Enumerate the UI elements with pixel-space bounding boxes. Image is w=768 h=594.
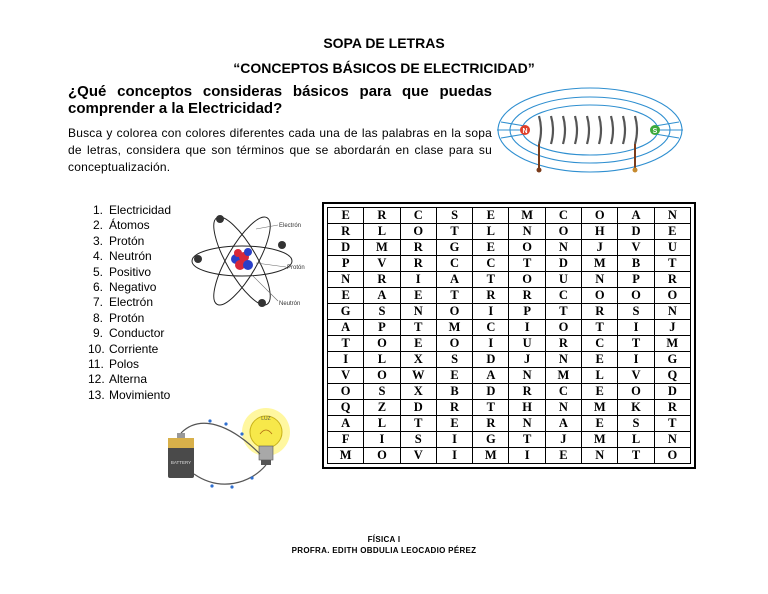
grid-letter-cell[interactable]: O (582, 288, 618, 304)
grid-letter-cell[interactable]: E (582, 352, 618, 368)
word-text: Electricidad (109, 203, 172, 217)
grid-letter-cell[interactable]: O (582, 208, 618, 224)
word-number: 12. (88, 372, 105, 387)
grid-letter-cell[interactable]: N (654, 304, 690, 320)
grid-letter-cell[interactable]: M (328, 448, 364, 464)
grid-letter-cell[interactable]: R (364, 272, 400, 288)
grid-letter-cell[interactable]: E (473, 208, 509, 224)
grid-letter-cell[interactable]: R (400, 256, 436, 272)
grid-letter-cell[interactable]: D (473, 384, 509, 400)
grid-letter-cell[interactable]: N (582, 272, 618, 288)
grid-letter-cell[interactable]: R (328, 224, 364, 240)
grid-letter-cell[interactable]: H (582, 224, 618, 240)
grid-letter-cell[interactable]: E (328, 208, 364, 224)
grid-letter-cell[interactable]: N (654, 432, 690, 448)
worksheet-subtitle: “CONCEPTOS BÁSICOS DE ELECTRICIDAD” (233, 60, 535, 76)
grid-letter-cell[interactable]: V (618, 368, 654, 384)
grid-letter-cell[interactable]: C (400, 208, 436, 224)
grid-letter-cell[interactable]: O (328, 384, 364, 400)
grid-letter-cell[interactable]: C (545, 208, 581, 224)
grid-letter-cell[interactable]: U (509, 336, 545, 352)
word-list-item (88, 342, 171, 357)
word-list-item (88, 234, 171, 249)
grid-letter-cell[interactable]: A (618, 208, 654, 224)
grid-letter-cell[interactable]: G (654, 352, 690, 368)
grid-letter-cell[interactable]: R (473, 416, 509, 432)
grid-letter-cell[interactable]: L (582, 368, 618, 384)
word-list (88, 203, 171, 403)
grid-letter-cell[interactable]: M (545, 368, 581, 384)
grid-letter-cell[interactable]: C (473, 256, 509, 272)
grid-letter-cell[interactable]: N (545, 240, 581, 256)
electron-dot (278, 241, 286, 249)
electron-label: Electrón (279, 223, 302, 229)
word-text: Electrón (109, 295, 154, 310)
grid-letter-cell[interactable]: T (509, 256, 545, 272)
grid-letter-cell[interactable]: N (545, 352, 581, 368)
grid-letter-cell[interactable]: R (545, 336, 581, 352)
grid-letter-cell[interactable]: E (436, 416, 472, 432)
word-list-item (88, 218, 171, 233)
grid-letter-cell[interactable]: X (400, 352, 436, 368)
grid-letter-cell[interactable]: I (400, 272, 436, 288)
grid-letter-cell[interactable]: E (400, 336, 436, 352)
grid-letter-cell[interactable]: K (618, 400, 654, 416)
grid-letter-cell[interactable]: I (328, 352, 364, 368)
grid-letter-cell[interactable]: P (328, 256, 364, 272)
grid-letter-cell[interactable]: M (582, 400, 618, 416)
word-text: Alterna (109, 372, 148, 387)
grid-letter-cell[interactable]: C (545, 384, 581, 400)
word-list-item (88, 295, 171, 310)
teacher-name: PROFRA. EDITH OBDULIA LEOCADIO PÉREZ (291, 546, 477, 555)
grid-letter-cell[interactable]: T (618, 448, 654, 464)
grid-letter-cell[interactable]: M (509, 208, 545, 224)
grid-letter-cell[interactable]: I (436, 448, 472, 464)
grid-letter-cell[interactable]: O (436, 336, 472, 352)
grid-letter-cell[interactable]: A (364, 288, 400, 304)
grid-row (328, 384, 691, 400)
question-text: ¿Qué conceptos consideras básicos para que puedas comprender a la Electricidad? (68, 83, 492, 117)
grid-letter-cell[interactable]: S (436, 352, 472, 368)
grid-letter-cell[interactable]: N (509, 368, 545, 384)
word-number: 7. (92, 295, 103, 310)
letter-grid-table (327, 207, 691, 464)
word-text: Movimiento (109, 387, 171, 402)
grid-letter-cell[interactable]: O (654, 448, 690, 464)
grid-row (328, 320, 691, 336)
electron-dot (216, 215, 224, 223)
grid-letter-cell[interactable]: R (473, 288, 509, 304)
grid-letter-cell[interactable]: R (509, 288, 545, 304)
grid-letter-cell[interactable]: S (364, 304, 400, 320)
grid-letter-cell[interactable]: N (545, 400, 581, 416)
grid-letter-cell[interactable]: G (436, 240, 472, 256)
grid-row (328, 336, 691, 352)
battery-label: BATTERY (170, 460, 192, 465)
grid-letter-cell[interactable]: U (654, 240, 690, 256)
grid-row (328, 352, 691, 368)
grid-letter-cell[interactable]: N (328, 272, 364, 288)
grid-letter-cell[interactable]: D (400, 400, 436, 416)
grid-letter-cell[interactable]: M (436, 320, 472, 336)
grid-letter-cell[interactable]: V (400, 448, 436, 464)
word-number: 11. (88, 357, 104, 372)
grid-letter-cell[interactable]: E (582, 416, 618, 432)
word-number: 13. (88, 387, 105, 402)
word-number: 9. (92, 326, 103, 341)
grid-row (328, 240, 691, 256)
atom-diagram-image (190, 207, 310, 315)
grid-letter-cell[interactable]: I (436, 432, 472, 448)
grid-letter-cell[interactable]: O (618, 384, 654, 400)
grid-letter-cell[interactable]: G (328, 304, 364, 320)
word-number: 1. (92, 203, 103, 217)
word-list-item (88, 280, 171, 295)
grid-letter-cell[interactable]: M (582, 432, 618, 448)
grid-row (328, 448, 691, 464)
grid-letter-cell[interactable]: A (328, 416, 364, 432)
grid-letter-cell[interactable]: B (436, 384, 472, 400)
electron-dot (194, 255, 202, 263)
grid-letter-cell[interactable]: N (509, 416, 545, 432)
word-number: 6. (92, 280, 103, 295)
grid-letter-cell[interactable]: O (509, 272, 545, 288)
south-pole-label: S (652, 128, 658, 135)
word-list-item (88, 203, 171, 218)
grid-letter-cell[interactable]: S (400, 432, 436, 448)
word-list-item (88, 326, 171, 341)
grid-letter-cell[interactable]: L (364, 416, 400, 432)
grid-letter-cell[interactable]: W (400, 368, 436, 384)
grid-row (328, 208, 691, 224)
negative-terminal (537, 168, 542, 173)
grid-letter-cell[interactable]: I (618, 320, 654, 336)
grid-letter-cell[interactable]: T (654, 416, 690, 432)
grid-letter-cell[interactable]: I (618, 352, 654, 368)
grid-row (328, 304, 691, 320)
grid-letter-cell[interactable]: D (654, 384, 690, 400)
grid-letter-cell[interactable]: D (473, 352, 509, 368)
grid-letter-cell[interactable]: R (582, 304, 618, 320)
word-number: 8. (92, 310, 103, 325)
grid-letter-cell[interactable]: O (654, 288, 690, 304)
word-text: Conductor (109, 326, 165, 341)
grid-letter-cell[interactable]: L (473, 224, 509, 240)
grid-row (328, 400, 691, 416)
grid-letter-cell[interactable]: M (364, 240, 400, 256)
grid-letter-cell[interactable]: E (582, 384, 618, 400)
word-list-item (88, 265, 171, 280)
grid-letter-cell[interactable]: C (473, 320, 509, 336)
grid-letter-cell[interactable]: I (473, 304, 509, 320)
grid-letter-cell[interactable]: F (328, 432, 364, 448)
word-search-grid (322, 202, 696, 469)
grid-letter-cell[interactable]: C (436, 256, 472, 272)
grid-letter-cell[interactable]: E (545, 448, 581, 464)
grid-letter-cell[interactable]: O (364, 448, 400, 464)
grid-letter-cell[interactable]: Z (364, 400, 400, 416)
grid-letter-cell[interactable]: L (618, 432, 654, 448)
grid-letter-cell[interactable]: R (436, 400, 472, 416)
grid-letter-cell[interactable]: C (545, 288, 581, 304)
word-text: Protón (109, 310, 145, 325)
grid-letter-cell[interactable]: A (545, 416, 581, 432)
grid-letter-cell[interactable]: T (473, 272, 509, 288)
grid-letter-cell[interactable]: D (618, 224, 654, 240)
grid-letter-cell[interactable]: D (328, 240, 364, 256)
grid-letter-cell[interactable]: M (654, 336, 690, 352)
grid-letter-cell[interactable]: V (328, 368, 364, 384)
grid-letter-cell[interactable]: I (509, 320, 545, 336)
grid-letter-cell[interactable]: T (654, 256, 690, 272)
grid-letter-cell[interactable]: V (364, 256, 400, 272)
grid-letter-cell[interactable]: O (364, 368, 400, 384)
grid-letter-cell[interactable]: O (618, 288, 654, 304)
word-text: Protón (109, 233, 145, 248)
word-text: Negativo (109, 280, 157, 295)
word-text: Positivo (109, 264, 152, 279)
grid-letter-cell[interactable]: O (400, 224, 436, 240)
grid-letter-cell[interactable]: T (473, 400, 509, 416)
grid-letter-cell[interactable]: S (618, 304, 654, 320)
grid-letter-cell[interactable]: N (400, 304, 436, 320)
course-label: FÍSICA I (367, 535, 401, 544)
grid-letter-cell[interactable]: P (618, 272, 654, 288)
instructions-text: Busca y colorea con colores diferentes cada una de las palabras en la sopa de letras, considera que son términos que se abordarán en clase para su conceptualización. (68, 126, 492, 174)
grid-letter-cell[interactable]: G (473, 432, 509, 448)
grid-letter-cell[interactable]: U (545, 272, 581, 288)
grid-row (328, 288, 691, 304)
grid-letter-cell[interactable]: Q (328, 400, 364, 416)
grid-letter-cell[interactable]: A (436, 272, 472, 288)
word-list-item (88, 311, 171, 326)
grid-letter-cell[interactable]: M (473, 448, 509, 464)
grid-letter-cell[interactable]: T (328, 336, 364, 352)
grid-letter-cell[interactable]: S (618, 416, 654, 432)
grid-letter-cell[interactable]: T (582, 320, 618, 336)
battery-bulb-circuit-image (160, 404, 292, 496)
grid-letter-cell[interactable]: E (400, 288, 436, 304)
word-list-item (88, 388, 171, 403)
electron-dot (258, 299, 266, 307)
grid-letter-cell[interactable]: I (473, 336, 509, 352)
grid-letter-cell[interactable]: O (509, 240, 545, 256)
grid-letter-cell[interactable]: E (436, 368, 472, 384)
grid-letter-cell[interactable]: P (509, 304, 545, 320)
word-number: 4. (92, 249, 103, 264)
bulb-label: LUZ (261, 416, 271, 422)
grid-letter-cell[interactable]: O (436, 304, 472, 320)
word-list-item (88, 357, 171, 372)
grid-letter-cell[interactable]: I (509, 448, 545, 464)
grid-letter-cell[interactable]: V (618, 240, 654, 256)
grid-letter-cell[interactable]: S (364, 384, 400, 400)
word-text: Átomos (109, 218, 150, 233)
grid-letter-cell[interactable]: T (400, 416, 436, 432)
grid-letter-cell[interactable]: X (400, 384, 436, 400)
grid-row (328, 224, 691, 240)
grid-letter-cell[interactable]: E (654, 224, 690, 240)
grid-letter-cell[interactable]: N (582, 448, 618, 464)
grid-letter-cell[interactable]: T (545, 304, 581, 320)
grid-row (328, 256, 691, 272)
grid-letter-cell[interactable]: C (582, 336, 618, 352)
grid-letter-cell[interactable]: N (654, 208, 690, 224)
grid-letter-cell[interactable]: O (545, 224, 581, 240)
word-text: Neutrón (109, 249, 152, 264)
grid-letter-cell[interactable]: T (436, 224, 472, 240)
north-pole-label: N (522, 128, 528, 135)
grid-row (328, 432, 691, 448)
grid-letter-cell[interactable]: L (364, 352, 400, 368)
word-text: Corriente (109, 341, 159, 356)
word-list-item (88, 372, 171, 387)
word-list-item (88, 249, 171, 264)
worksheet-title: SOPA DE LETRAS (323, 35, 445, 51)
grid-letter-cell[interactable]: J (582, 240, 618, 256)
neutron-label: Neutrón (279, 301, 301, 307)
grid-letter-cell[interactable]: E (328, 288, 364, 304)
grid-letter-cell[interactable]: M (582, 256, 618, 272)
grid-letter-cell[interactable]: H (509, 400, 545, 416)
grid-letter-cell[interactable]: T (436, 288, 472, 304)
grid-letter-cell[interactable]: I (364, 432, 400, 448)
grid-letter-cell[interactable]: R (400, 240, 436, 256)
grid-row (328, 416, 691, 432)
grid-letter-cell[interactable]: E (473, 240, 509, 256)
grid-row (328, 368, 691, 384)
grid-letter-cell[interactable]: O (364, 336, 400, 352)
grid-letter-cell[interactable]: B (618, 256, 654, 272)
magnetic-field-coil-image (493, 78, 687, 186)
grid-letter-cell[interactable]: J (545, 432, 581, 448)
grid-letter-cell[interactable]: N (509, 224, 545, 240)
grid-letter-cell[interactable]: D (545, 256, 581, 272)
proton-label: Protón (287, 265, 305, 271)
grid-letter-cell[interactable]: T (400, 320, 436, 336)
grid-letter-cell[interactable]: T (618, 336, 654, 352)
grid-letter-cell[interactable]: R (654, 272, 690, 288)
grid-letter-cell[interactable]: R (364, 208, 400, 224)
grid-letter-cell[interactable]: P (364, 320, 400, 336)
grid-letter-cell[interactable]: T (509, 432, 545, 448)
grid-letter-cell[interactable]: J (509, 352, 545, 368)
grid-letter-cell[interactable]: S (436, 208, 472, 224)
grid-letter-cell[interactable]: J (654, 320, 690, 336)
grid-letter-cell[interactable]: A (328, 320, 364, 336)
word-text: Polos (109, 357, 140, 372)
word-number: 3. (92, 233, 103, 248)
grid-letter-cell[interactable]: R (654, 400, 690, 416)
grid-row (328, 272, 691, 288)
word-number: 10. (88, 341, 105, 356)
grid-letter-cell[interactable]: Q (654, 368, 690, 384)
grid-letter-cell[interactable]: A (473, 368, 509, 384)
word-number: 5. (92, 264, 103, 279)
grid-letter-cell[interactable]: R (509, 384, 545, 400)
positive-terminal (633, 168, 638, 173)
word-number: 2. (92, 218, 103, 233)
grid-letter-cell[interactable]: L (364, 224, 400, 240)
grid-letter-cell[interactable]: O (545, 320, 581, 336)
